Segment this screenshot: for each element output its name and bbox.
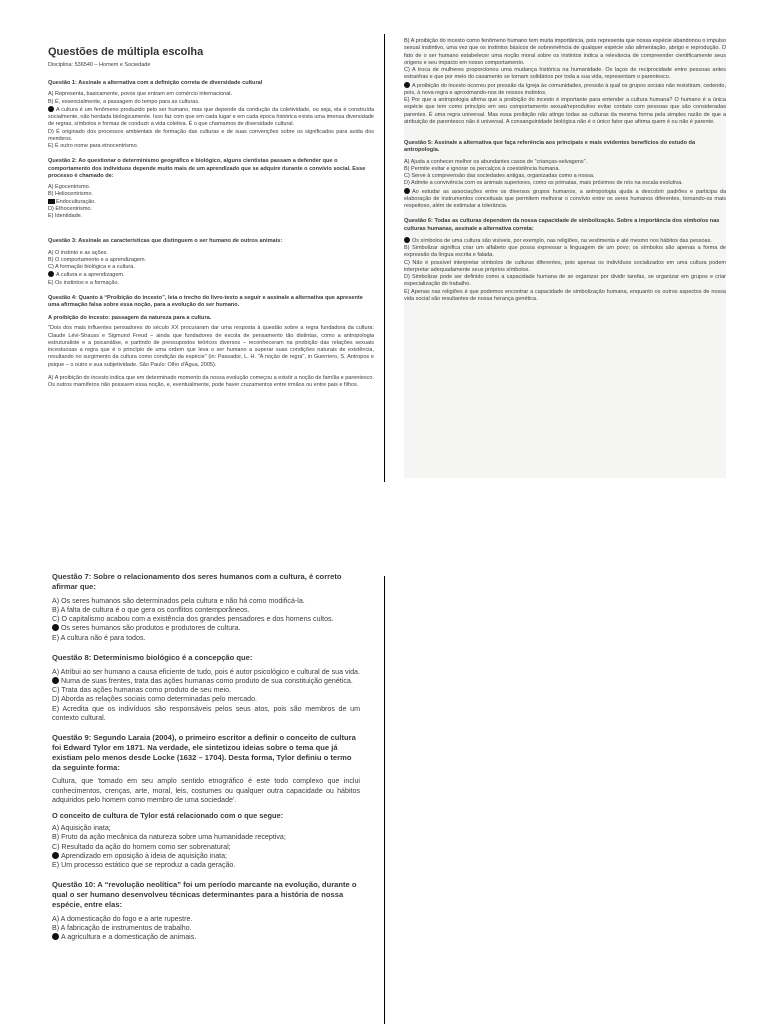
q6-option-c: C) Não é possível interpretar símbolos de culturas diferentes, pois apenas os indivíduos socializados em uma cultura podem interpretar adequadamente seus próprios símbolos. [404, 259, 726, 273]
q6-option-d: D) Simbolizar pode ser definido como a capacidade humana de se organizar por dividir tarefas, se organizar em grupos e criar especialização do trabalho. [404, 274, 726, 288]
q5-option-c: C) Serve à compreensão das sociedades antigas, organizadas como a nossa. [404, 173, 595, 180]
question-9-header: Questão 9: Segundo Laraia (2004), o primeiro escritor a definir o conceito de cultura foi Edward Tylor em 1871. Na verdade, ele sintetizou ideias sobre o tema que já existiam pelo menos desde Locke (1632 – 1704). Desta forma, Tylor definiu o termo da seguinte forma: [52, 732, 356, 772]
q2-option-b: B) Heliocentrismo. [48, 191, 93, 198]
q10-option-c: A agricultura e a domesticação de animais. [52, 933, 360, 942]
question-1-header: Questão 1: Assinale a alternativa com a definição correta de diversidade cultural [48, 80, 263, 86]
question-3-header: Questão 3: Assinale as características que distinguem o ser humano de outros animais: [48, 238, 283, 245]
document-title: Questões de múltipla escolha [48, 46, 204, 58]
q3-option-d: A cultura e a aprendizagem. [48, 271, 374, 279]
document-page-3 [52, 570, 360, 1024]
question-5-header: Questão 5: Assinale a alternativa que faça referência aos principais e mais evidentes benefícios do estudo da antropologia. [404, 140, 696, 154]
q6-option-b: B) Simbolizar significa criar um alfabeto que possa expressar a linguagem de um povo; os símbolos são apenas a forma de expressão da língua escrita e falada. [404, 245, 726, 259]
question-4-header: Questão 4: Quanto à “Proibição do incesto”, leia o trecho do livro-texto a seguir e assinale a alternativa que apresente uma afirmação falsa sobre essa noção, para a evolução do ser humano. [48, 294, 363, 309]
selected-answer-mark-icon [52, 933, 59, 940]
q8-option-d: D) Aborda as relações sociais como determinadas pelo mercado. [52, 695, 258, 704]
selected-answer-mark-icon [404, 188, 410, 194]
q9-option-b: B) Fruto da ação mecânica da natureza sobre uma humanidade receptiva; [52, 833, 286, 842]
question-4-subtitle: A proibição do incesto: passagem da natureza para a cultura. [48, 315, 212, 322]
q1-option-b: B) É, essencialmente, a passagem do tempo para as culturas. [48, 98, 200, 105]
selected-answer-mark-icon [48, 106, 54, 112]
q2-option-d: D) Ethocentrismo. [48, 205, 93, 212]
question-9-quote: Cultura, que 'tomado em seu amplo sentido etnográfico é este todo complexo que inclui conhecimentos, crenças, arte, moral, leis, costumes ou qualquer outra capacidade ou hábitos adquiridos pelo homem como membro de uma sociedade'. [52, 777, 360, 804]
selected-answer-mark-icon [52, 624, 59, 631]
q7-option-b: B) A falta de cultura é o que gera os conflitos contemporâneos. [52, 605, 250, 614]
q1-option-e: E) É outro nome para etnocentrismo. [48, 143, 139, 150]
q7-option-a: A) Os seres humanos são determinados pela cultura e não há como modificá-la. [52, 596, 305, 605]
q9-option-e: E) Um processo estático que se reproduz a cada geração. [52, 860, 236, 869]
q3-option-b: B) O comportamento e a aprendizagem. [48, 256, 147, 263]
question-2-header: Questão 2: Ao questionar o determinismo geográfico e biológico, alguns cientistas passam a defender que o comportamento dos indivíduos depende muito mais de um aprendizado que se adquire durante o convívio social. Esse processo é chamado de: [48, 158, 366, 179]
q8-option-a: A) Atribui ao ser humano a causa eficiente de tudo, pois é autor psicológico e cultural de sua vida. [52, 667, 360, 676]
selected-answer-mark-icon [48, 271, 54, 277]
q5-option-b: B) Permite evitar e ignorar os percalços à coexistência humana. [404, 165, 560, 172]
q8-option-c: C) Trata das ações humanas como produto de seu meio. [52, 686, 232, 695]
question-9-subtitle: O conceito de cultura de Tylor está relacionado com o que segue: [52, 811, 284, 821]
selected-answer-mark-icon [404, 237, 410, 243]
q2-option-e: E) Identidade. [48, 213, 83, 220]
selected-answer-mark-icon [52, 677, 59, 684]
q8-option-b: Numa de suas frentes, trata das ações humanas como produto de sua constituição genética. [52, 677, 360, 686]
question-7-header: Questão 7: Sobre o relacionamento dos seres humanos com a cultura, é correto afirmar que: [52, 572, 342, 591]
q9-option-a: A) Aquisição inata; [52, 824, 111, 833]
selected-answer-mark-icon [52, 852, 59, 859]
q7-option-e: E) A cultura não é para todos. [52, 633, 146, 642]
q5-option-a: A) Ajuda a conhecer melhor os abundantes casos de "crianças-selvagens". [404, 158, 588, 165]
q4-option-e: E) Por que a antropologia afirma que a proibição do incesto é importante para entender a cultura humana? O humano é a única espécie que tem como princípio em seu comportamento sexual/reprodutivo evitar contato com pessoas que são consideradas parentes. É uma regra universal. Mas essa proibição não atinge todas as culturas da mesma forma pela simples razão de que a atribuição de parentesco não é universal. A consanguinidade biológica não é o único fator que afirma quem é ou não é parente. [404, 97, 726, 125]
q4-option-b: B) A proibição do incesto como fenômeno humano tem muita importância, pois representa que nossa espécie abandonou o impulso sexual instintivo, uma vez que os instintos básicos de sobrevivência de qualquer espécie são alimentação, abrigo e reprodução. O fato de o ser humano estabelecer uma noção moral sobre os instintos indica a relevância de compreender cientificamente seus origens e seu impacto em nosso comportamento. [404, 38, 726, 66]
q8-option-e: E) Acredita que os indivíduos são responsáveis pelos seus atos, pois são membros de um contexto cultural. [52, 704, 360, 722]
question-4-quote: "Dois dos mais influentes pensadores do século XX procuraram dar uma resposta à questão sobre a regra fundadora da cultura: Claude Lévi-Strauss e Sigmund Freud – ainda que fundadores de escola de pensamento tão distintas, como a antropologia estruturaliste e a psicanálise, e partindo de pressupostos teóricos diversos – reconheceram na proibição das relações sexuais incestuosas a regra que é o princípio de uma ordem que leva o ser humano a superar suas condições naturais de existência, resultando no surgimento da cultura como condição da espécie" (in: Passador, L. H. "A noção de regra", in Guerriero, S. Antropos e psique – o outro e sua subjetividade. São Paulo: Olho d'Água, 2005). [48, 325, 374, 368]
q1-option-d: D) É originado dos processos ambientais de formação das culturas e de suas convenções sobre os significados para avida dos membros. [48, 128, 374, 142]
q3-option-c: C) A formação biológica e a cultura. [48, 264, 135, 271]
page-separator-bottom [384, 576, 385, 1024]
q6-option-e: E) Apenas nas religiões é que podemos encontrar a capacidade de simbolização humana, enquanto os outros aspectos de nossa vida social são resultantes de nossa herança genética. [404, 288, 726, 302]
q1-option-c: A cultura é um fenômeno produzido pelo ser humano, mas que depende da condução da coletividade, ou seja, ela é construída socialmente, não herdada biologicamente. Isso faz com que em cada lugar e em cada época histórica exista uma imensa diversidade de regras, símbolos e formas de conduzir a vida coletiva. É o que chamamos de diversidade cultural. [48, 106, 374, 128]
selected-answer-mark-icon [48, 199, 55, 204]
document-page-2 [404, 38, 726, 478]
q6-option-a: Os símbolos de uma cultura são visíveis, por exemplo, nas religiões, na vestimenta e até mesmo nos hábitos das pessoas. [404, 237, 726, 245]
question-6-header: Questão 6: Todas as culturas dependem da nossa capacidade de simbolização. Sobre a importância dos símbolos nas culturas humanas, assinale a alternativa correta: [404, 218, 720, 232]
document-page-1 [48, 38, 374, 538]
q1-option-a: A) Representa, basicamente, povos que entram em comércio internacional. [48, 91, 233, 98]
selected-answer-mark-icon [404, 82, 410, 88]
q9-option-c: C) Resultado da ação do homem como ser sobrenatural; [52, 842, 231, 851]
q4-option-d: A proibição do incesto ocorreu por pressão da Igreja às comunidades, pressão à qual os grupos sociais não resistiram, cedendo, pois, à nova regra e aproximando-nos de nossos instintos. [404, 82, 726, 96]
q3-option-e: E) Os instintos e a formação. [48, 279, 119, 286]
q2-option-a: A) Egocentrismo. [48, 184, 91, 191]
q3-option-a: A) O instinto e as ações. [48, 249, 108, 256]
question-8-header: Questão 8: Determinismo biológico é a concepção que: [52, 652, 253, 662]
q7-option-c: C) O capitalismo acabou com a existência dos grandes pensadores e dos homens cultos. [52, 615, 334, 624]
q5-option-d: D) Admite a convivência com os animais superiores, como os primatas, mais próximos de nós na escala evolutiva. [404, 180, 683, 187]
discipline-label: Disciplina: 536540 – Homem e Sociedade [48, 62, 151, 68]
q4-option-c: C) A troca de mulheres proporcionou uma mudança histórica na humanidade. Os laços de reciprocidade entre pessoas antes estranhas e que por meio do casamento se tornam solidários por toda a sua vida, representam o parentesco. [404, 67, 726, 81]
q9-option-d: Aprendizado em oposição à ideia de aquisição inata; [52, 852, 360, 861]
q5-option-e: Ao estudar as associações entre os diversos grupos humanos, a antropologia ajuda a descobrir padrões e participa da elaboração de instrumentos conceituais que permitem melhorar o convívio entre os seres humanos diferentes, tornando-os mais respeitoso, além de estimular a tolerância. [404, 188, 726, 210]
q10-option-b: B) A fabricação de instrumentos de trabalho. [52, 923, 192, 932]
q4-option-a: A) A proibição do incesto indica que em determinado momento da nossa evolução começou a existir a noção de família e parentesco. Os outros mamíferos não possuem essa noção, e, eventualmente, pode haver cruzamentos entre irmãos ou entre pais e filhos. [48, 374, 374, 389]
page-separator-top [384, 34, 385, 482]
q2-option-c: Endoculturação. [48, 199, 374, 206]
q7-option-d: Os seres humanos são produtos e produtores de cultura. [52, 624, 360, 633]
question-10-header: Questão 10: A “revolução neolítica” foi um período marcante na evolução, durante o qual o ser humano desenvolveu técnicas determinantes para a história de nossa espécie, entre elas: [52, 880, 357, 909]
q10-option-a: A) A domesticação do fogo e a arte rupestre. [52, 914, 193, 923]
